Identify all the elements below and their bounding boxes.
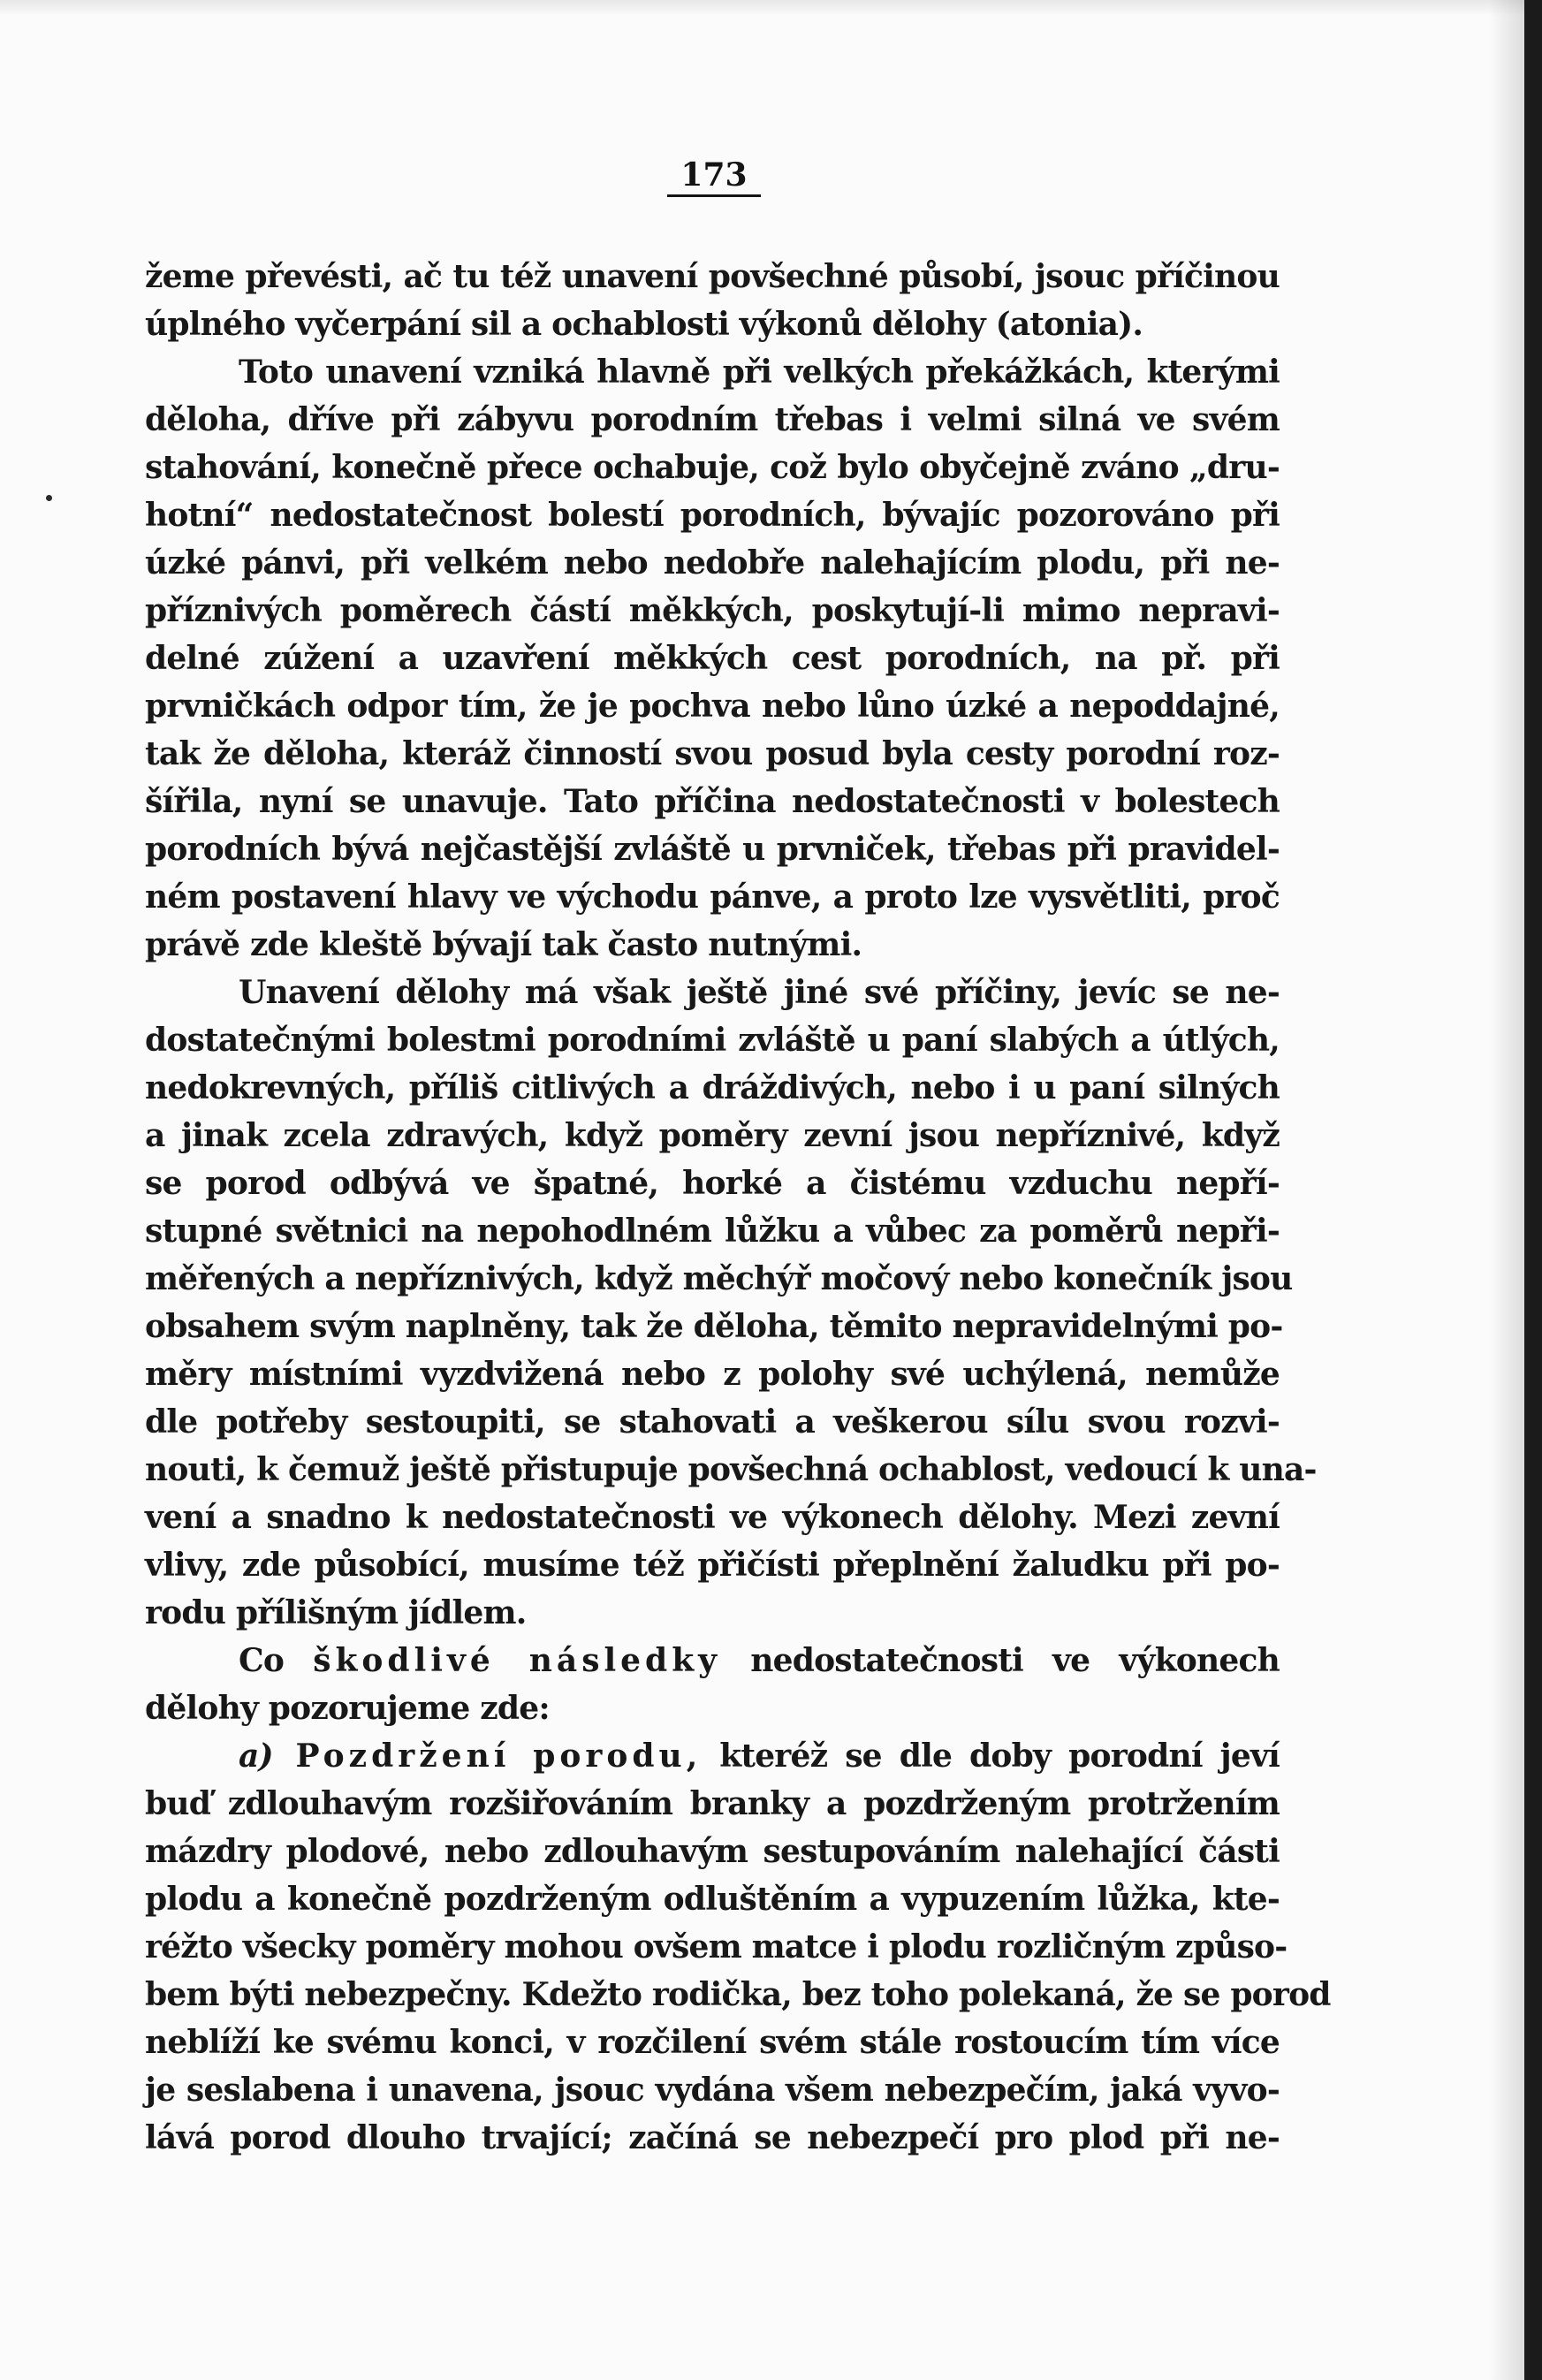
- right-edge-shadow: [1489, 0, 1524, 2380]
- text-line: stahování, konečně přece ochabuje, což bylo obyčejně zváno „dru-: [145, 449, 1280, 486]
- text-line: buď zdlouhavým rozšiřováním branky a pozdrženým protržením: [145, 1785, 1280, 1822]
- text-line: měřených a nepříznivých, když měchýř močový nebo konečník jsou: [145, 1260, 1293, 1297]
- text-segment: Co: [239, 1642, 314, 1679]
- text-line: porodních bývá nejčastější zvláště u prvniček, třebas při pravidel-: [145, 831, 1280, 868]
- text-line: réžto všecky poměry mohou ovšem matce i plodu rozličným způso-: [145, 1928, 1288, 1966]
- text-line: žeme převésti, ač tu též unavení povšechné působí, jsouc příčinou: [145, 258, 1280, 295]
- text-line: vlivy, zde působící, musíme též přičísti přeplnění žaludku při po-: [145, 1547, 1280, 1584]
- spaced-emphasis: škodlivé následky: [313, 1642, 722, 1679]
- text-line: je seslabena i unavena, jsouc vydána všem nebezpečím, jaká vyvo-: [145, 2072, 1280, 2109]
- text-line: se porod odbývá ve špatné, horké a čistému vzduchu nepří-: [145, 1165, 1280, 1202]
- text-line: tak že děloha, kteráž činností svou posud byla cesty porodní roz-: [145, 735, 1280, 772]
- text-line: děloha, dříve při zábyvu porodním třebas i velmi silná ve svém: [145, 401, 1280, 438]
- text-line: rodu přílišným jídlem.: [145, 1594, 527, 1631]
- text-line: vení a snadno k nedostatečnosti ve výkonech dělohy. Mezi zevní: [145, 1499, 1280, 1536]
- text-line: [145, 1732, 1280, 1780]
- body-text: [145, 253, 1331, 2162]
- text-line: plodu a konečně pozdrženým odluštěním a vypuzením lůžka, kte-: [145, 1881, 1280, 1918]
- text-line: úplného vyčerpání sil a ochablosti výkonů dělohy (atonia).: [145, 306, 1143, 343]
- text-line: ném postavení hlavy ve východu pánve, a proto lze vysvětliti, proč: [145, 878, 1280, 916]
- text-line: hotní“ nedostatečnost bolestí porodních, bývajíc pozorováno při: [145, 497, 1280, 534]
- text-segment: kteréž se dle doby porodní jeví: [702, 1737, 1280, 1775]
- page-number-rule: [667, 194, 761, 197]
- text-line: stupné světnici na nepohodlném lůžku a vůbec za poměrů nepři-: [145, 1213, 1280, 1250]
- text-line: Toto unavení vzniká hlavně při velkých překážkách, kterými: [239, 354, 1280, 391]
- text-line: příznivých poměrech částí měkkých, poskytují-li mimo nepravi-: [145, 592, 1280, 629]
- text-line: mázdry plodové, nebo zdlouhavým sestupováním nalehající části: [145, 1833, 1280, 1870]
- text-line: delné zúžení a uzavření měkkých cest porodních, na př. při: [145, 640, 1280, 677]
- text-line: šířila, nyní se unavuje. Tato příčina nedostatečnosti v bolestech: [145, 783, 1280, 820]
- text-line: [145, 1637, 1280, 1684]
- text-line: právě zde kleště bývají tak často nutnými.: [145, 926, 862, 963]
- spaced-emphasis: Pozdržení porodu,: [272, 1737, 703, 1775]
- text-line: nouti, k čemuž ještě přistupuje povšechná ochablost, vedoucí k una-: [145, 1451, 1317, 1488]
- text-line: a jinak zcela zdravých, když poměry zevní jsou nepříznivé, když: [145, 1117, 1280, 1154]
- text-line: nedokrevných, příliš citlivých a dráždivých, nebo i u paní silných: [145, 1069, 1280, 1106]
- item-label: a): [239, 1737, 273, 1775]
- scan-speck: [46, 495, 52, 501]
- text-line: dělohy pozorujeme zde:: [145, 1690, 550, 1727]
- text-line: obsahem svým naplněny, tak že děloha, těmito nepravidelnými po-: [145, 1308, 1283, 1345]
- text-segment: nedostatečnosti ve výkonech: [721, 1642, 1280, 1679]
- text-line: Unavení dělohy má však ještě jiné své příčiny, jevíc se ne-: [239, 974, 1280, 1011]
- text-line: lává porod dlouho trvající; začíná se nebezpečí pro plod při ne-: [145, 2119, 1280, 2156]
- page-number: 173: [680, 156, 748, 194]
- top-edge-shadow: [0, 0, 1524, 16]
- text-line: bem býti nebezpečny. Kdežto rodička, bez toho polekaná, že se porod: [145, 1976, 1331, 2013]
- text-line: prvničkách odpor tím, že je pochva nebo lůno úzké a nepoddajné,: [145, 688, 1280, 725]
- text-line: měry místními vyzdvižená nebo z polohy své uchýlená, nemůže: [145, 1356, 1280, 1393]
- text-line: dostatečnými bolestmi porodními zvláště u paní slabých a útlých,: [145, 1022, 1280, 1059]
- text-line: dle potřeby sestoupiti, se stahovati a veškerou sílu svou rozvi-: [145, 1403, 1280, 1441]
- text-line: neblíží ke svému konci, v rozčilení svém stále rostoucím tím více: [145, 2024, 1280, 2061]
- text-line: úzké pánvi, při velkém nebo nedobře nalehajícím plodu, při ne-: [145, 544, 1280, 582]
